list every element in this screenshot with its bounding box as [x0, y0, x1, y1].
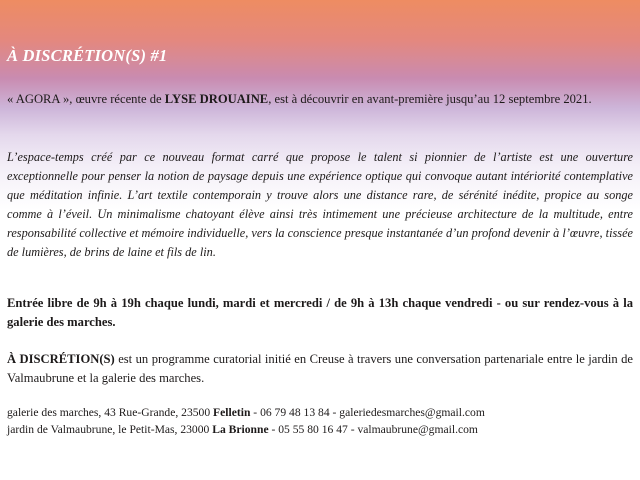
contact-town: La Brionne: [212, 423, 269, 436]
contact-phone-email[interactable]: - 05 55 80 16 47 - valmaubrune@gmail.com: [268, 423, 478, 436]
page-title: À DISCRÉTION(S) #1: [7, 46, 168, 65]
contact-address: jardin de Valmaubrune, le Petit-Mas, 23000: [7, 423, 213, 436]
program-paragraph: [7, 350, 633, 388]
opening-hours: Entrée libre de 9h à 19h chaque lundi, mardi et mercredi / de 9h à 13h chaque vendredi - ou sur rendez-vous à la galerie des marches.: [7, 296, 633, 329]
contact-town: Felletin: [213, 406, 251, 419]
intro-text-before: « AGORA », œuvre récente de: [7, 92, 165, 106]
intro-paragraph: [7, 90, 633, 109]
description-paragraph: L’espace-temps créé par ce nouveau format carré que propose le talent si pionnier de l’artiste est une ouverture exceptionnelle pour penser la notion de paysage depuis une expérience optique qui convoque autant intériorité contemplative que méditation infinie. L’art textile contemporain y trouve alors une distance rare, de sérénité inédite, propice au songe comme à l’éveil. Un minimalisme chatoyant élève ainsi très intimement une précieuse architecture de la multitude, entre responsabilité collective et mémoire individuelle, vers la conscience presque instantanée d’un profond devenir à l’œuvre, tissée de lumières, de brins de laine et fils de lin.: [7, 150, 633, 259]
contact-line-galerie: [7, 404, 633, 421]
program-name: À DISCRÉTION(S): [7, 352, 115, 366]
contact-line-jardin: [7, 421, 633, 438]
contact-address: galerie des marches, 43 Rue-Grande, 23500: [7, 406, 214, 419]
artist-name: LYSE DROUAINE: [164, 92, 269, 106]
program-text: est un programme curatorial initié en Creuse à travers une conversation partenariale entre le jardin de Valmaubrune et la galerie des marches.: [7, 352, 633, 385]
intro-text-after: , est à découvrir en avant-première jusqu’au 12 septembre 2021.: [268, 92, 592, 106]
contact-block: [7, 404, 633, 438]
contact-phone-email[interactable]: - 06 79 48 13 84 - galeriedesmarches@gmail.com: [250, 406, 485, 419]
